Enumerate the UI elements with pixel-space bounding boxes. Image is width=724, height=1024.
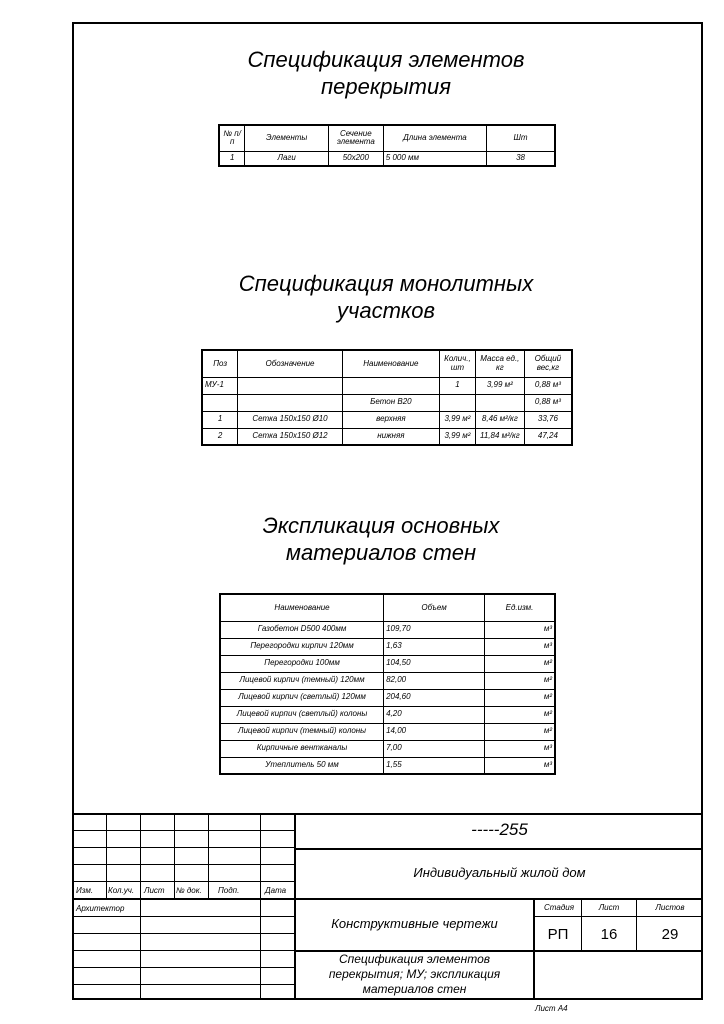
table-row	[220, 706, 555, 723]
cell: м³	[485, 621, 555, 638]
cell: 109,70	[384, 621, 485, 638]
stamp-sheets: 29	[661, 926, 679, 943]
table-header-row	[219, 125, 555, 151]
cell: Лаги	[245, 151, 329, 166]
cell: 14,00	[384, 723, 485, 740]
monolith-spec-table	[201, 349, 573, 446]
cell	[202, 394, 238, 411]
monolith-spec-title: Спецификация монолитных участков	[238, 271, 534, 323]
table-row	[202, 428, 572, 445]
header-cell: Обозначение	[238, 350, 343, 377]
header-cell: Сечение элемента	[328, 125, 383, 151]
cell: 0,88 м³	[524, 377, 572, 394]
stamp-sheets-label: Листов	[655, 903, 685, 912]
cell: 50х200	[328, 151, 383, 166]
stamp-sheet-title: Спецификация элементов перекрытия; МУ; экспликация материалов стен	[328, 952, 501, 996]
cell: 47,24	[524, 428, 572, 445]
cell: м³	[485, 757, 555, 774]
cell: 7,00	[384, 740, 485, 757]
stamp-sheet: 16	[600, 926, 618, 943]
table-header-row	[220, 594, 555, 621]
cell: 8,46 м²/кг	[475, 411, 524, 428]
cell: Перегородки кирпич 120мм	[220, 638, 384, 655]
cell: Лицевой кирпич (темный) 120мм	[220, 672, 384, 689]
table-row	[220, 757, 555, 774]
header-cell: Шт	[487, 125, 555, 151]
stamp-stage-label: Стадия	[544, 903, 574, 912]
header-cell: Длина элемента	[383, 125, 486, 151]
stamp-col-label: № док.	[176, 886, 202, 895]
table-row	[220, 689, 555, 706]
table-row	[220, 638, 555, 655]
cell: нижняя	[342, 428, 439, 445]
cell: 33,76	[524, 411, 572, 428]
header-cell: Элементы	[245, 125, 329, 151]
cell: МУ-1	[202, 377, 238, 394]
header-cell: Поз	[202, 350, 238, 377]
stamp-code: -----255	[471, 820, 528, 839]
cell: 1	[202, 411, 238, 428]
cell: м²	[485, 655, 555, 672]
stamp-role: Архитектор	[76, 904, 125, 913]
cell: Сетка 150х150 Ø12	[238, 428, 343, 445]
drawing-frame	[72, 22, 703, 1000]
stamp-col-label: Кол.уч.	[108, 886, 135, 895]
cell: Лицевой кирпич (светлый) колоны	[220, 706, 384, 723]
cell: м²	[485, 672, 555, 689]
cell: Сетка 150х150 Ø10	[238, 411, 343, 428]
stamp-project: Индивидуальный жилой дом	[413, 865, 586, 880]
cell: 0,88 м³	[524, 394, 572, 411]
cell: Кирпичные вентканалы	[220, 740, 384, 757]
cell	[475, 394, 524, 411]
table-row	[220, 621, 555, 638]
stamp-col-label: Лист	[144, 886, 165, 895]
table-row	[202, 411, 572, 428]
cell: Утеплитель 50 мм	[220, 757, 384, 774]
cell	[238, 377, 343, 394]
stamp-stage: РП	[547, 926, 569, 943]
table-header-row	[202, 350, 572, 377]
cell: 3,99 м²	[475, 377, 524, 394]
table-row	[202, 394, 572, 411]
cell: 38	[487, 151, 555, 166]
header-cell: Наименование	[220, 594, 384, 621]
walls-expl-title: Экспликация основных материалов стен	[262, 513, 500, 565]
cell: 2	[202, 428, 238, 445]
floor-spec-table	[218, 124, 556, 167]
cell	[439, 394, 475, 411]
cell: 3,99 м²	[439, 428, 475, 445]
cell	[238, 394, 343, 411]
cell: 1,63	[384, 638, 485, 655]
table-row	[220, 740, 555, 757]
cell: 3,99 м²	[439, 411, 475, 428]
table-row	[219, 151, 555, 166]
sheet-format: Лист А4	[535, 1004, 568, 1013]
cell: 11,84 м²/кг	[475, 428, 524, 445]
cell: Бетон В20	[342, 394, 439, 411]
header-cell: Объем	[384, 594, 485, 621]
header-cell: Общий вес,кг	[524, 350, 572, 377]
cell: м²	[485, 706, 555, 723]
cell	[342, 377, 439, 394]
cell: Газобетон D500 400мм	[220, 621, 384, 638]
cell: Лицевой кирпич (светлый) 120мм	[220, 689, 384, 706]
stamp-drawing-type: Конструктивные чертежи	[331, 916, 498, 931]
cell: Лицевой кирпич (темный) колоны	[220, 723, 384, 740]
cell: 1	[439, 377, 475, 394]
stamp-sheet-label: Лист	[598, 903, 620, 912]
header-cell: № п/п	[219, 125, 245, 151]
stamp-col-label: Изм.	[76, 886, 94, 895]
walls-expl-table	[219, 593, 556, 775]
cell: 1	[219, 151, 245, 166]
header-cell: Масса ед., кг	[475, 350, 524, 377]
cell: 1,55	[384, 757, 485, 774]
header-cell: Наименование	[342, 350, 439, 377]
cell: 5 000 мм	[383, 151, 486, 166]
stamp-col-label: Дата	[265, 886, 287, 895]
table-row	[202, 377, 572, 394]
cell: 204,60	[384, 689, 485, 706]
table-row	[220, 723, 555, 740]
stamp-col-label: Подп.	[218, 886, 240, 895]
cell: 82,00	[384, 672, 485, 689]
header-cell: Колич., шт	[439, 350, 475, 377]
cell: верхняя	[342, 411, 439, 428]
cell: м²	[485, 723, 555, 740]
header-cell: Ед.изм.	[485, 594, 555, 621]
cell: 104,50	[384, 655, 485, 672]
cell: м³	[485, 740, 555, 757]
cell: м³	[485, 638, 555, 655]
table-row	[220, 655, 555, 672]
cell: м²	[485, 689, 555, 706]
floor-spec-title: Спецификация элементов перекрытия	[247, 47, 525, 99]
cell: Перегородки 100мм	[220, 655, 384, 672]
cell: 4,20	[384, 706, 485, 723]
table-row	[220, 672, 555, 689]
